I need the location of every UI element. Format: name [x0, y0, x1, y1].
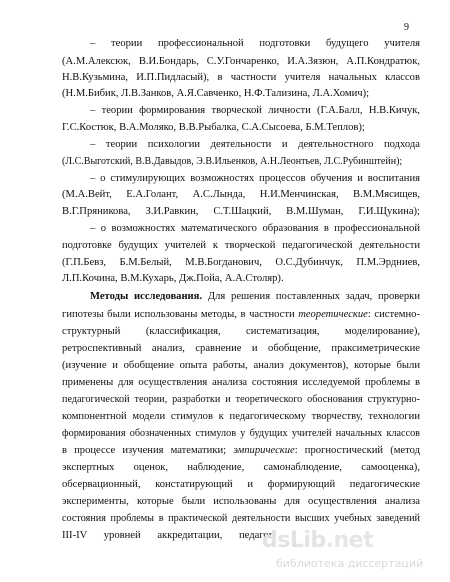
text-line: В.Г.Пряникова, З.И.Равкин, С.Т.Шацкий, В.М.Шуман, Г.И.Щукина);	[62, 206, 420, 217]
text-line: Г.С.Костюк, В.А.Моляко, В.В.Рыбалка, С.А.Сысоева, Б.М.Теплов);	[62, 122, 365, 133]
methods-intro: Для решения поставленных задач, проверки	[207, 291, 420, 302]
text-line: (Н.М.Бибик, Л.В.Занков, А.Я.Савченко, Н.Ф.Тализина, Л.А.Хомич);	[62, 88, 370, 99]
text-line	[62, 308, 420, 322]
text-line: обсервационный, констатирующий и формирующий педагогические	[62, 479, 420, 490]
text-line: состояния проблемы в практической деятельности высших учебных заведений	[62, 513, 420, 524]
text-fragment: : системно-	[367, 309, 420, 320]
text-line	[62, 444, 420, 458]
theoretical-term: теоретические	[298, 309, 368, 320]
text-line: – теории формирования творческой личности (Г.А.Балл, Н.В.Кичук,	[90, 105, 420, 116]
watermark	[262, 528, 450, 582]
text-fragment: гипотезы были использованы методы, в частности	[62, 309, 295, 320]
text-line: ретроспективный анализ, сравнение и обобщение, праксиметрические	[62, 343, 420, 354]
text-line: – теории психологии деятельности и деятельностного подхода	[90, 139, 420, 150]
text-line: – о стимулирующих возможностях процессов обучения и воспитания	[90, 173, 420, 184]
text-line: (А.М.Алексюк, В.И.Бондарь, С.У.Гончаренко, И.А.Зязюн, А.П.Кондратюк,	[62, 56, 420, 67]
watermark-logo-main: dsLib	[262, 528, 326, 553]
text-line	[90, 290, 420, 304]
text-line: III-IV уровней аккредитации, педагог	[62, 530, 274, 541]
watermark-logo-tld: .net	[325, 528, 374, 553]
text-line: экспертных оценок, наблюдение, самонаблюдение, самооценка),	[62, 462, 420, 473]
watermark-logo	[262, 528, 373, 553]
text-line: (Л.С.Выготский, В.В.Давыдов, Э.В.Ильенков, А.Н.Леонтьев, Л.С.Рубинштейн);	[62, 156, 403, 167]
text-line: педагогической теории, разработки и теоретического обоснования структурно-	[62, 394, 420, 405]
text-line: (М.А.Вейт, Е.А.Голант, А.С.Лында, Н.И.Менчинская, В.М.Мясищев,	[62, 189, 420, 200]
text-line: компонентной модели стимулов к педагогическому творчеству, технологии	[62, 411, 420, 422]
text-line: Л.П.Кочина, В.М.Кухарь, Дж.Пойа, А.А.Столяр).	[62, 273, 284, 284]
text-line: – теории профессиональной подготовки будущего учителя	[90, 38, 420, 49]
text-line: (изучение и обобщение опыта работы, анализ документов), которые были	[62, 360, 420, 371]
text-line: эксперименты, которые были использованы для осуществления анализа	[62, 496, 420, 507]
text-fragment: : прогностический (метод	[294, 445, 420, 456]
text-line: – о возможностях математического образования в профессиональной	[90, 223, 420, 234]
text-line: структурный (классификация, систематизация, моделирование),	[62, 326, 420, 337]
empirical-term: эмпирические	[233, 445, 295, 456]
text-line: Н.В.Кузьмина, И.П.Пидласый), в частности учителя начальных классов	[62, 72, 420, 83]
text-line: формирования обозначенных стимулов у будущих учителей начальных классов	[62, 428, 420, 439]
text-fragment: в процессе изучения математики;	[62, 445, 227, 456]
text-line: применены для осуществления анализа состояния исследуемой проблемы в	[62, 377, 420, 388]
methods-heading: Методы исследования.	[90, 291, 203, 302]
watermark-subtitle: библиотека диссертаций	[276, 557, 424, 570]
text-line: (Г.П.Бевз, Б.М.Белый, М.В.Богданович, О.С.Дубинчук, П.М.Эрдниев,	[62, 257, 420, 268]
page-number: 9	[404, 22, 409, 33]
text-line: подготовке будущих учителей к творческой педагогической деятельности	[62, 240, 420, 251]
